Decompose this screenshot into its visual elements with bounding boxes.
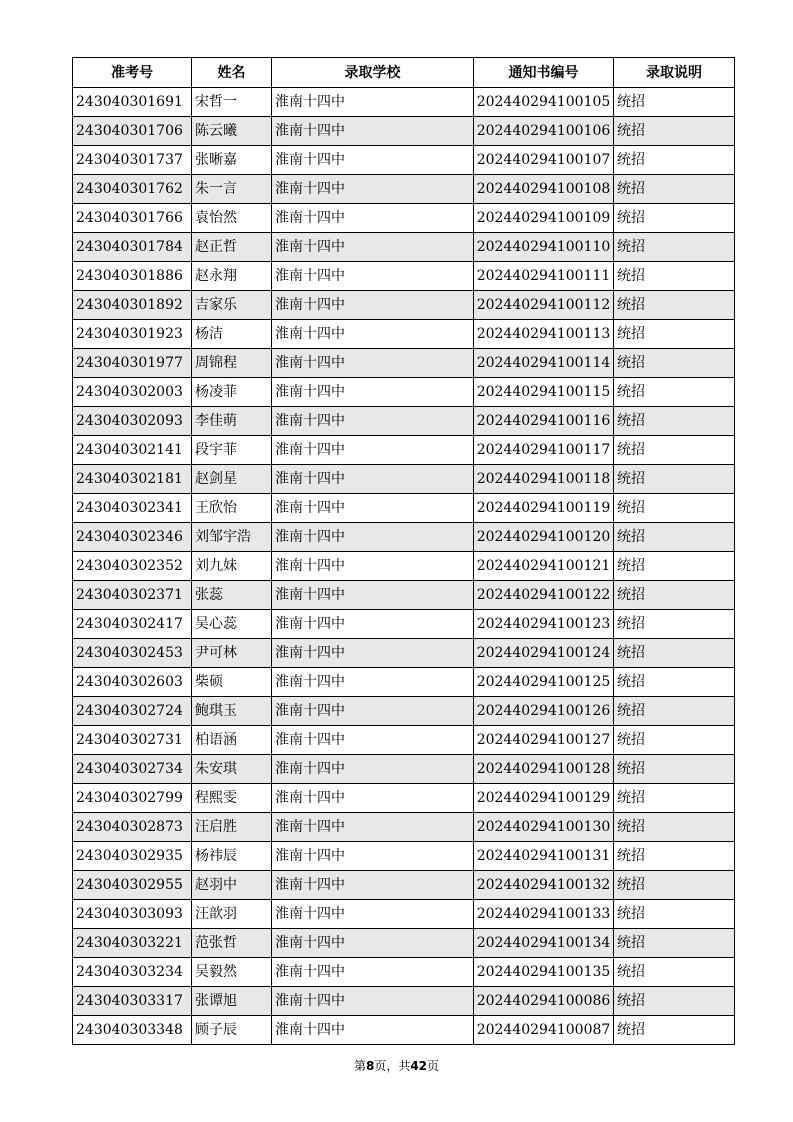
school-cell: 淮南十四中 <box>272 581 474 610</box>
table-row <box>73 436 735 465</box>
notice-number-cell: 202440294100118 <box>474 465 614 494</box>
table-row <box>73 465 735 494</box>
admission-note-cell: 统招 <box>614 291 735 320</box>
table-row <box>73 175 735 204</box>
exam-id-cell: 243040302873 <box>73 813 192 842</box>
admission-note-cell: 统招 <box>614 784 735 813</box>
notice-number-cell: 202440294100105 <box>474 88 614 117</box>
name-cell: 周锦程 <box>192 349 272 378</box>
table-row <box>73 929 735 958</box>
table-row <box>73 726 735 755</box>
notice-number-cell: 202440294100116 <box>474 407 614 436</box>
table-row <box>73 900 735 929</box>
school-cell: 淮南十四中 <box>272 639 474 668</box>
notice-number-cell: 202440294100086 <box>474 987 614 1016</box>
exam-id-cell: 243040301737 <box>73 146 192 175</box>
admission-note-cell: 统招 <box>614 813 735 842</box>
name-cell: 王欣怡 <box>192 494 272 523</box>
name-cell: 柴硕 <box>192 668 272 697</box>
name-cell: 袁怡然 <box>192 204 272 233</box>
name-cell: 宋哲一 <box>192 88 272 117</box>
notice-number-cell: 202440294100135 <box>474 958 614 987</box>
school-cell: 淮南十四中 <box>272 117 474 146</box>
name-cell: 鲍琪玉 <box>192 697 272 726</box>
exam-id-cell: 243040302935 <box>73 842 192 871</box>
school-cell: 淮南十四中 <box>272 668 474 697</box>
exam-id-cell: 243040302603 <box>73 668 192 697</box>
school-cell: 淮南十四中 <box>272 784 474 813</box>
name-cell: 赵正哲 <box>192 233 272 262</box>
name-cell: 杨洁 <box>192 320 272 349</box>
exam-id-cell: 243040302734 <box>73 755 192 784</box>
exam-id-cell: 243040302731 <box>73 726 192 755</box>
table-row <box>73 668 735 697</box>
admission-note-cell: 统招 <box>614 1016 735 1045</box>
admission-note-cell: 统招 <box>614 871 735 900</box>
school-cell: 淮南十四中 <box>272 378 474 407</box>
notice-number-cell: 202440294100130 <box>474 813 614 842</box>
table-row <box>73 581 735 610</box>
notice-number-cell: 202440294100119 <box>474 494 614 523</box>
table-row <box>73 871 735 900</box>
footer-suffix: 页 <box>427 1059 440 1073</box>
name-cell: 陈云曦 <box>192 117 272 146</box>
notice-number-cell: 202440294100087 <box>474 1016 614 1045</box>
table-row <box>73 784 735 813</box>
admission-note-cell: 统招 <box>614 668 735 697</box>
notice-number-cell: 202440294100108 <box>474 175 614 204</box>
admission-note-cell: 统招 <box>614 610 735 639</box>
notice-number-cell: 202440294100129 <box>474 784 614 813</box>
school-cell: 淮南十四中 <box>272 900 474 929</box>
table-row <box>73 987 735 1016</box>
school-cell: 淮南十四中 <box>272 929 474 958</box>
exam-id-cell: 243040302346 <box>73 523 192 552</box>
header-notice-number: 通知书编号 <box>474 58 614 88</box>
table-row <box>73 813 735 842</box>
table-row <box>73 88 735 117</box>
admission-note-cell: 统招 <box>614 581 735 610</box>
admission-note-cell: 统招 <box>614 204 735 233</box>
table-row <box>73 407 735 436</box>
exam-id-cell: 243040302453 <box>73 639 192 668</box>
school-cell: 淮南十四中 <box>272 523 474 552</box>
exam-id-cell: 243040301691 <box>73 88 192 117</box>
table-row <box>73 349 735 378</box>
notice-number-cell: 202440294100123 <box>474 610 614 639</box>
school-cell: 淮南十四中 <box>272 987 474 1016</box>
exam-id-cell: 243040303348 <box>73 1016 192 1045</box>
school-cell: 淮南十四中 <box>272 320 474 349</box>
exam-id-cell: 243040302341 <box>73 494 192 523</box>
name-cell: 程熙雯 <box>192 784 272 813</box>
admission-note-cell: 统招 <box>614 378 735 407</box>
footer-middle: 页，共 <box>374 1059 411 1073</box>
notice-number-cell: 202440294100112 <box>474 291 614 320</box>
admission-note-cell: 统招 <box>614 900 735 929</box>
exam-id-cell: 243040302093 <box>73 407 192 436</box>
table-row <box>73 697 735 726</box>
school-cell: 淮南十四中 <box>272 842 474 871</box>
footer-prefix: 第 <box>353 1059 366 1073</box>
school-cell: 淮南十四中 <box>272 88 474 117</box>
admission-note-cell: 统招 <box>614 494 735 523</box>
admission-note-cell: 统招 <box>614 697 735 726</box>
notice-number-cell: 202440294100106 <box>474 117 614 146</box>
page-footer <box>0 1057 793 1074</box>
name-cell: 尹可林 <box>192 639 272 668</box>
name-cell: 李佳萌 <box>192 407 272 436</box>
school-cell: 淮南十四中 <box>272 697 474 726</box>
exam-id-cell: 243040301706 <box>73 117 192 146</box>
school-cell: 淮南十四中 <box>272 349 474 378</box>
admission-note-cell: 统招 <box>614 639 735 668</box>
name-cell: 吉家乐 <box>192 291 272 320</box>
table-row <box>73 204 735 233</box>
school-cell: 淮南十四中 <box>272 494 474 523</box>
notice-number-cell: 202440294100114 <box>474 349 614 378</box>
table-row <box>73 842 735 871</box>
admission-table <box>72 57 735 1045</box>
notice-number-cell: 202440294100133 <box>474 900 614 929</box>
name-cell: 汪歆羽 <box>192 900 272 929</box>
table-row <box>73 320 735 349</box>
notice-number-cell: 202440294100132 <box>474 871 614 900</box>
exam-id-cell: 243040302417 <box>73 610 192 639</box>
notice-number-cell: 202440294100107 <box>474 146 614 175</box>
school-cell: 淮南十四中 <box>272 436 474 465</box>
admission-note-cell: 统招 <box>614 987 735 1016</box>
exam-id-cell: 243040302181 <box>73 465 192 494</box>
header-exam-id: 准考号 <box>73 58 192 88</box>
school-cell: 淮南十四中 <box>272 465 474 494</box>
exam-id-cell: 243040302352 <box>73 552 192 581</box>
school-cell: 淮南十四中 <box>272 1016 474 1045</box>
admission-note-cell: 统招 <box>614 146 735 175</box>
notice-number-cell: 202440294100121 <box>474 552 614 581</box>
name-cell: 赵剑星 <box>192 465 272 494</box>
school-cell: 淮南十四中 <box>272 726 474 755</box>
name-cell: 朱一言 <box>192 175 272 204</box>
table-row <box>73 1016 735 1045</box>
name-cell: 段宇菲 <box>192 436 272 465</box>
exam-id-cell: 243040302141 <box>73 436 192 465</box>
name-cell: 范张哲 <box>192 929 272 958</box>
exam-id-cell: 243040302724 <box>73 697 192 726</box>
notice-number-cell: 202440294100120 <box>474 523 614 552</box>
notice-number-cell: 202440294100124 <box>474 639 614 668</box>
table-row <box>73 233 735 262</box>
admission-note-cell: 统招 <box>614 117 735 146</box>
table-row <box>73 639 735 668</box>
notice-number-cell: 202440294100134 <box>474 929 614 958</box>
notice-number-cell: 202440294100125 <box>474 668 614 697</box>
school-cell: 淮南十四中 <box>272 204 474 233</box>
name-cell: 杨祎辰 <box>192 842 272 871</box>
notice-number-cell: 202440294100117 <box>474 436 614 465</box>
name-cell: 顾子辰 <box>192 1016 272 1045</box>
admission-note-cell: 统招 <box>614 958 735 987</box>
notice-number-cell: 202440294100110 <box>474 233 614 262</box>
exam-id-cell: 243040302799 <box>73 784 192 813</box>
name-cell: 张蕊 <box>192 581 272 610</box>
exam-id-cell: 243040302955 <box>73 871 192 900</box>
table-row <box>73 494 735 523</box>
admission-note-cell: 统招 <box>614 233 735 262</box>
school-cell: 淮南十四中 <box>272 175 474 204</box>
exam-id-cell: 243040301784 <box>73 233 192 262</box>
admission-note-cell: 统招 <box>614 349 735 378</box>
notice-number-cell: 202440294100115 <box>474 378 614 407</box>
table-row <box>73 958 735 987</box>
table-row <box>73 755 735 784</box>
exam-id-cell: 243040301892 <box>73 291 192 320</box>
notice-number-cell: 202440294100109 <box>474 204 614 233</box>
exam-id-cell: 243040301977 <box>73 349 192 378</box>
table-row <box>73 552 735 581</box>
admission-note-cell: 统招 <box>614 175 735 204</box>
admission-note-cell: 统招 <box>614 755 735 784</box>
exam-id-cell: 243040303317 <box>73 987 192 1016</box>
admission-note-cell: 统招 <box>614 465 735 494</box>
footer-total-pages: 42 <box>410 1059 428 1073</box>
name-cell: 赵永翔 <box>192 262 272 291</box>
admission-note-cell: 统招 <box>614 726 735 755</box>
exam-id-cell: 243040303234 <box>73 958 192 987</box>
admission-note-cell: 统招 <box>614 436 735 465</box>
admission-note-cell: 统招 <box>614 552 735 581</box>
admission-note-cell: 统招 <box>614 929 735 958</box>
name-cell: 柏语涵 <box>192 726 272 755</box>
school-cell: 淮南十四中 <box>272 146 474 175</box>
name-cell: 吴毅然 <box>192 958 272 987</box>
table-row <box>73 262 735 291</box>
school-cell: 淮南十四中 <box>272 407 474 436</box>
header-name: 姓名 <box>192 58 272 88</box>
school-cell: 淮南十四中 <box>272 291 474 320</box>
exam-id-cell: 243040303221 <box>73 929 192 958</box>
admission-note-cell: 统招 <box>614 88 735 117</box>
footer-page-number: 8 <box>365 1059 375 1073</box>
admission-note-cell: 统招 <box>614 262 735 291</box>
school-cell: 淮南十四中 <box>272 262 474 291</box>
notice-number-cell: 202440294100127 <box>474 726 614 755</box>
school-cell: 淮南十四中 <box>272 755 474 784</box>
name-cell: 张晰嘉 <box>192 146 272 175</box>
header-school: 录取学校 <box>272 58 474 88</box>
name-cell: 吴心蕊 <box>192 610 272 639</box>
table-row <box>73 146 735 175</box>
table-row <box>73 378 735 407</box>
exam-id-cell: 243040302003 <box>73 378 192 407</box>
admission-note-cell: 统招 <box>614 320 735 349</box>
table-row <box>73 610 735 639</box>
table-row <box>73 291 735 320</box>
notice-number-cell: 202440294100111 <box>474 262 614 291</box>
school-cell: 淮南十四中 <box>272 871 474 900</box>
school-cell: 淮南十四中 <box>272 958 474 987</box>
notice-number-cell: 202440294100122 <box>474 581 614 610</box>
admission-note-cell: 统招 <box>614 523 735 552</box>
notice-number-cell: 202440294100128 <box>474 755 614 784</box>
school-cell: 淮南十四中 <box>272 233 474 262</box>
admission-note-cell: 统招 <box>614 407 735 436</box>
name-cell: 朱安琪 <box>192 755 272 784</box>
name-cell: 刘邹宇浩 <box>192 523 272 552</box>
name-cell: 张谭旭 <box>192 987 272 1016</box>
notice-number-cell: 202440294100126 <box>474 697 614 726</box>
name-cell: 汪启胜 <box>192 813 272 842</box>
exam-id-cell: 243040301886 <box>73 262 192 291</box>
name-cell: 杨凌菲 <box>192 378 272 407</box>
exam-id-cell: 243040301766 <box>73 204 192 233</box>
exam-id-cell: 243040301762 <box>73 175 192 204</box>
table-row <box>73 523 735 552</box>
header-admission-note: 录取说明 <box>614 58 735 88</box>
name-cell: 赵羽中 <box>192 871 272 900</box>
name-cell: 刘九妹 <box>192 552 272 581</box>
school-cell: 淮南十四中 <box>272 552 474 581</box>
notice-number-cell: 202440294100113 <box>474 320 614 349</box>
school-cell: 淮南十四中 <box>272 610 474 639</box>
table-header-row <box>73 58 735 88</box>
school-cell: 淮南十四中 <box>272 813 474 842</box>
table-row <box>73 117 735 146</box>
exam-id-cell: 243040302371 <box>73 581 192 610</box>
notice-number-cell: 202440294100131 <box>474 842 614 871</box>
admission-note-cell: 统招 <box>614 842 735 871</box>
exam-id-cell: 243040301923 <box>73 320 192 349</box>
exam-id-cell: 243040303093 <box>73 900 192 929</box>
